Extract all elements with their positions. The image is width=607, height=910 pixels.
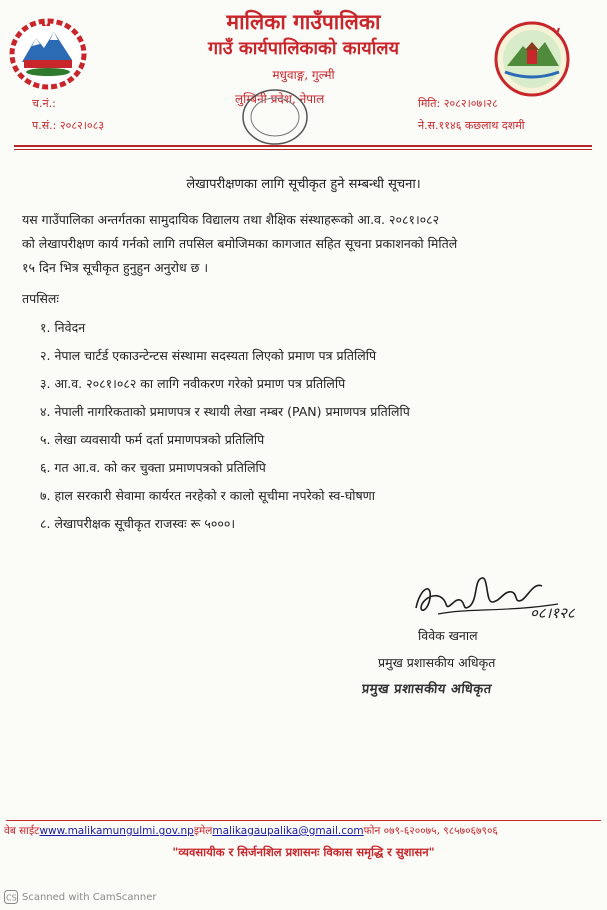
signatory-role: प्रमुख प्रशासकीय अधिकृत: [378, 655, 496, 670]
list-item: ३. आ.व. २०८१।०८२ का लागि नवीकरण गरेको प्रमाण पत्र प्रतिलिपि: [40, 376, 346, 391]
list-item: ६. गत आ.व. को कर चुक्ता प्रमाणपत्रको प्रतिलिपि: [40, 460, 266, 475]
list-item: ८. लेखापरीक्षक सूचीकृत राजस्वः रू ५०००।: [40, 516, 236, 531]
signature-date: ०८।१२८: [530, 604, 575, 622]
footer-motto: "व्यवसायीक र सिर्जनशिल प्रशासनः विकास समृद्धि र सुशासन": [172, 845, 435, 859]
list-item: ७. हाल सरकारी सेवामा कार्यरत नरहेको र कालो सूचीमा नपरेको स्व-घोषणा: [40, 488, 375, 503]
body-line: को लेखापरीक्षण कार्य गर्नको लागि तपसिल बमोजिमका कागजात सहित सूचना प्रकाशनको मितिले: [22, 236, 458, 251]
municipality-name: मालिका गाउँपालिका: [226, 9, 381, 34]
office-province: लुम्बिनी प्रदेश, नेपाल: [235, 92, 325, 106]
nepal-sambat-date: ने.स.११४६ कछलाथ दशमी: [418, 119, 525, 132]
header-divider-thin: [14, 149, 592, 150]
header-divider: [14, 145, 592, 147]
svg-text:CS: CS: [6, 893, 17, 903]
email-label: इमेल: [193, 825, 213, 837]
notice-body: [22, 208, 587, 280]
designation-stamp: प्रमुख प्रशासकीय अधिकृत: [361, 682, 493, 697]
handwritten-signature-icon: [408, 568, 588, 626]
website-label: वेब साईट: [4, 825, 40, 837]
website-link[interactable]: www.malikamungulmi.gov.np: [39, 825, 194, 837]
office-name: गाउँ कार्यपालिकाको कार्यालय: [207, 38, 400, 59]
phone-number: ०७९-६२००७५, ९८५७०६७९०६: [383, 825, 498, 837]
scanner-label: Scanned with CamScanner: [22, 891, 157, 903]
phone-label: फोन: [363, 825, 381, 837]
notice-title: लेखापरीक्षणका लागि सूचीकृत हुने सम्बन्धी सूचना।: [186, 177, 421, 192]
document-list: [40, 318, 410, 542]
letter-date: मिति: २०८२।०७।२८: [418, 97, 498, 110]
list-item: १. निवेदन: [40, 320, 86, 335]
list-item: ५. लेखा व्यवसायी फर्म दर्ता प्रमाणपत्रको प्रतिलिपि: [40, 432, 265, 447]
list-item: २. नेपाल चार्टर्ड एकाउन्टेन्टस संस्थामा सदस्यता लिएको प्रमाण पत्र प्रतिलिपि: [40, 348, 377, 363]
list-heading: तपसिलः: [22, 291, 59, 306]
office-location: मधुवाङ्ग, गुल्मी: [272, 68, 335, 82]
ref-number: च.नं.:: [32, 97, 56, 110]
email-link[interactable]: malikagaupalika@gmail.com: [212, 825, 364, 837]
office-stamp-icon: [240, 86, 310, 148]
list-item: ४. नेपाली नागरिकताको प्रमाणपत्र र स्थायी लेखा नम्बर (PAN) प्रमाणपत्र प्रतिलिपि: [40, 404, 410, 419]
camscanner-icon: [4, 890, 18, 904]
letter-number: प.सं.: २०८२।०८३: [32, 119, 105, 132]
body-line: यस गाउँपालिका अन्तर्गतका सामुदायिक विद्यालय तथा शैक्षिक संस्थाहरूको आ.व. २०८१।०८२: [22, 212, 440, 227]
footer-divider: [6, 820, 601, 821]
body-line: १५ दिन भित्र सूचीकृत हुनुहुन अनुरोध छ ।: [22, 260, 209, 275]
scanner-watermark: [4, 890, 157, 904]
signatory-name: विवेक खनाल: [418, 628, 478, 643]
footer-contact: [4, 824, 498, 838]
